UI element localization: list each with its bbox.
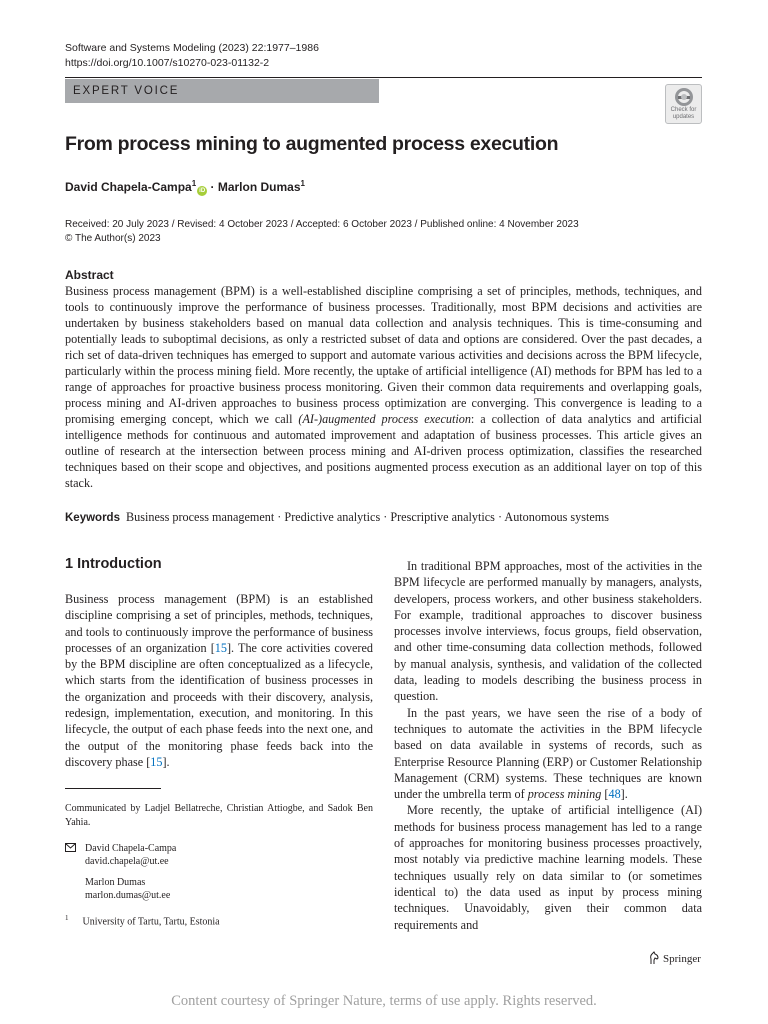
abstract-text-part: Business process management (BPM) is a well-established discipline comprising a set of principles, methods, techniques, and tools to continuously improve the performance of business processes. Traditionally, most BPM decisions and activities are undertaken by business stakeholders based on manual data collection and analysis techniques. This is time-consuming and potentially leads to suboptimal decisions, as only a restricted subset of data and options are considered. Over the past decades, a rich set of data-driven techniques has emerged to support and automate various activities and decisions across the BPM lifecycle, particularly within the process mining field. More recently, the uptake of artificial intelligence (AI) methods for BPM has led to a range of approaches for proactive business process monitoring. Given their common data requirements and overlapping goals, process mining and AI-driven approaches to business process optimization are converging. This convergence is leading to a promising emerging concept, which we call [65,284,702,426]
affiliation-number: 1 [65,914,69,922]
envelope-icon [65,843,76,852]
italic-term: process mining [527,787,602,802]
right-column [394,558,702,933]
courtesy-notice: Content courtesy of Springer Nature, terms of use apply. Rights reserved. [171,993,597,1009]
publisher-name: Springer [663,953,701,965]
publisher-logo [648,951,701,965]
author-affil-sup: 1 [300,179,305,188]
header-rule [65,77,702,78]
check-badge-line2: updates [672,113,695,120]
paragraph-text: In the past years, we have seen the rise of a body of techniques to automate the activities in the BPM lifecycle based on data available in systems of records, such as Enterprise Resource Planning (ERP) or Customer Relationship Management (CRM) systems. These techniques are known under the umbrella term of [394,705,702,802]
doi-link[interactable]: https://doi.org/10.1007/s10270-023-01132-2 [65,57,270,69]
affiliation-text: University of Tartu, Tartu, Estonia [82,916,220,928]
intro-paragraph [65,591,373,770]
communicated-by: Communicated by Ladjel Bellatreche, Christian Attiogbe, and Sadok Ben Yahia. [65,803,373,828]
publication-dates [65,218,579,246]
affiliation [65,912,220,928]
author-affil-sup: 1 [191,179,197,188]
left-column [65,591,373,770]
body-paragraph: In traditional BPM approaches, most of the activities in the BPM lifecycle are performed manually by managers, analysts, developers, process workers, and other business stakeholders. For example, traditional approaches to discover business processes involve interviews, focus groups, field observation, and other time-consuming data collection methods, followed by manual analysis, synthesis, and validation of the collected data, leading to models describing the business process in question. [394,559,702,704]
paragraph-text: Business process management (BPM) is an established discipline comprising a set of principles, methods, techniques, and tools to continuously improve the performance of business processes of an organization [ [65,592,373,655]
article-title: From process mining to augmented process execution [65,133,559,155]
author-list [65,179,305,196]
author-name[interactable]: David Chapela-Campa [65,180,192,194]
history-dates: Received: 20 July 2023 / Revised: 4 October 2023 / Accepted: 6 October 2023 / Published online: 4 November 2023 [65,219,579,230]
keywords-list: Business process management · Predictive analytics · Prescriptive analytics · Autonomous systems [126,510,610,524]
check-for-updates-badge[interactable] [665,84,702,124]
contact-email[interactable]: david.chapela@ut.ee [85,856,169,868]
crossmark-icon [674,87,694,107]
copyright-line: © The Author(s) 2023 [65,233,161,244]
paragraph-text: ]. The core activities covered by the BPM discipline are often conceptualized as a lifecycle, which starts from the identification of business processes in the organization and proceeds with their discovery, analysis, redesign, implementation, execution, and monitoring. In this lifecycle, the output of each phase feeds into the next one, and the output of the monitoring phase feeds back into the discovery phase [ [65,640,373,769]
abstract-text [65,283,702,491]
check-badge-line1: Check for [670,107,697,113]
author-separator: · [207,180,218,194]
keywords [65,510,702,525]
contact-email[interactable]: marlon.dumas@ut.ee [85,889,171,901]
contact-name: Marlon Dumas [85,876,146,888]
abstract-italic-term: (AI-)augmented process execution [298,412,471,426]
footnote-rule [65,788,161,789]
section-label: EXPERT VOICE [73,85,180,97]
contact-block [65,842,373,902]
springer-horse-icon [648,951,660,965]
citation-link[interactable]: 15 [214,640,227,655]
body-paragraph: More recently, the uptake of artificial intelligence (AI) methods for business process management has led to a range of approaches for monitoring business processes proactively, most notably via predictive machine learning models. These techniques usually rely on data similar to (or sometimes identical to) the data used as input by process mining techniques. Unavoidably, given their common data requirements and [394,803,702,932]
author-name[interactable]: Marlon Dumas [217,180,301,194]
contact-name: David Chapela-Campa [85,843,177,854]
citation-link[interactable]: 15 [150,754,163,769]
section-label-band [65,79,379,103]
section-heading: 1 Introduction [65,556,162,572]
orcid-icon[interactable]: iD [199,188,206,194]
keywords-label: Keywords [65,512,120,524]
abstract-heading: Abstract [65,268,114,282]
paragraph-text: ]. [162,754,170,769]
body-paragraph: In the past years, we have seen the rise of a body of techniques to automate the activities in the BPM lifecycle based on data available in systems of records, such as Enterprise Resource Planning (ERP) or Customer Relationship Management (CRM) systems. These techniques are known under the umbrella term of process mining [48]. [394,705,702,802]
abstract-text-part: : a collection of data analytics and artificial intelligence methods for continuous and automated improvement and adaptation of business processes. This article gives an outline of research at the intersection between process mining and AI-driven process optimization, classifies the researched techniques based on their scope and objectives, and positions augmented process execution as an additional layer on top of this stack. [65,412,702,490]
journal-citation: Software and Systems Modeling (2023) 22:1977–1986 [65,42,319,54]
journal-header [65,41,319,71]
citation-link[interactable]: 48 [608,787,621,802]
